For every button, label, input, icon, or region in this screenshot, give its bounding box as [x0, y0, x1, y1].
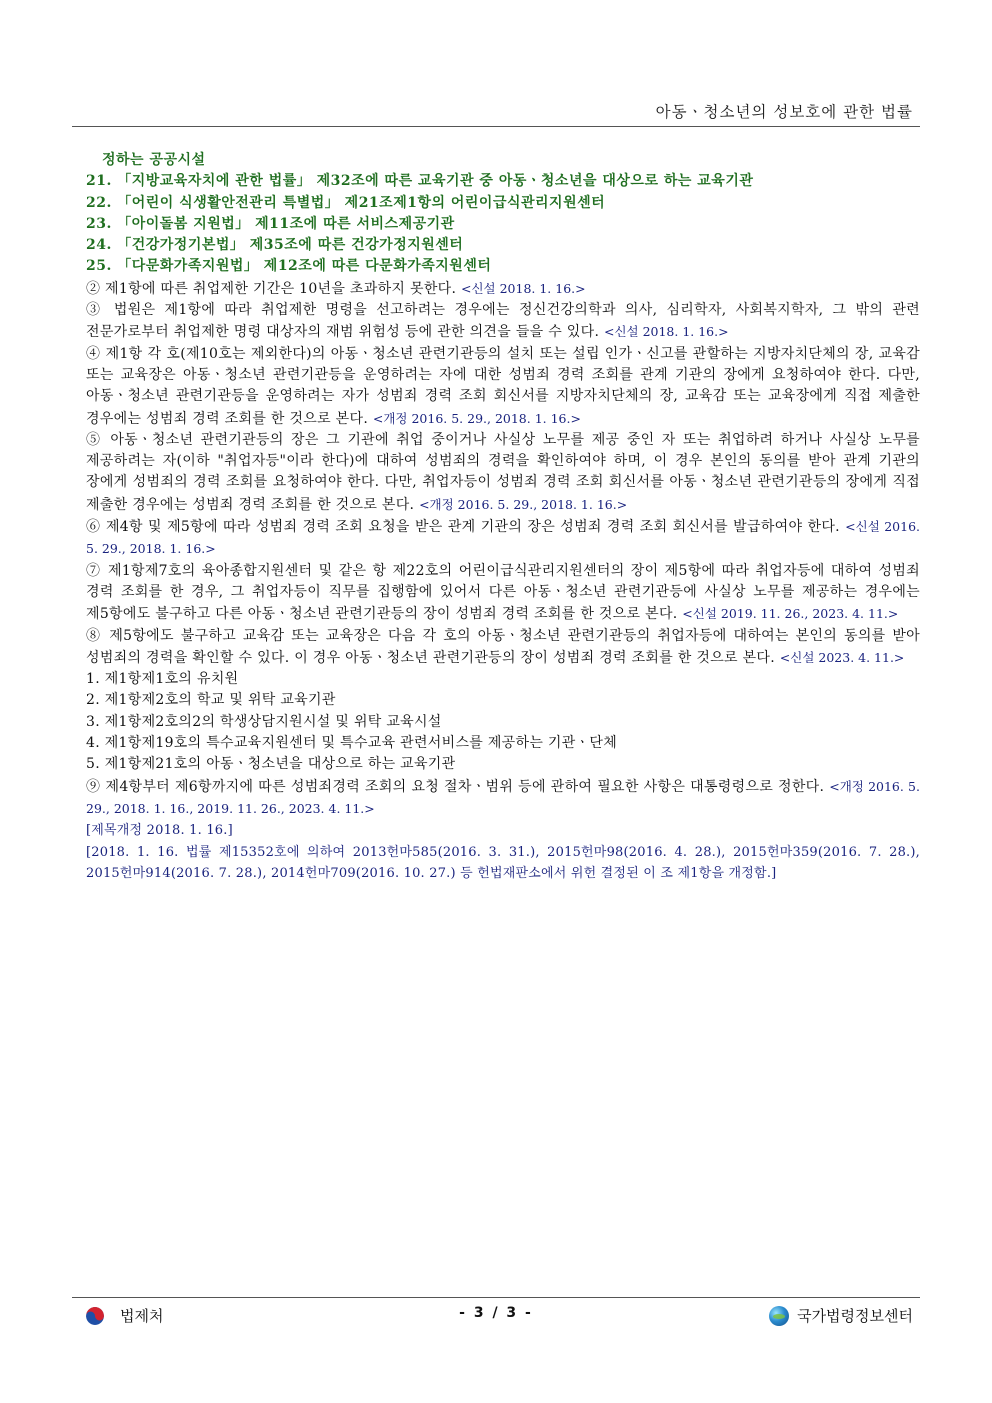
paragraph-9 — [86, 776, 920, 821]
amendment-note: <신설 2018. 1. 16.> — [603, 324, 729, 340]
globe-logo-icon — [769, 1306, 789, 1326]
sub-item-3: 3. 제1항제2호의2의 학생상담지원시설 및 위탁 교육시설 — [86, 713, 442, 730]
sub-item-5: 5. 제1항제21호의 아동ㆍ청소년을 대상으로 하는 교육기관 — [86, 756, 456, 773]
paragraph-text: ⑨ 제4항부터 제6항까지에 따른 성범죄경력 조회의 요청 절차ㆍ범위 등에 관하여 필요한 사항은 대통령령으로 정한다. — [86, 778, 825, 795]
page-footer — [0, 1305, 992, 1329]
law-title: 아동ㆍ청소년의 성보호에 관한 법률 — [655, 103, 913, 121]
paragraph-text: ② 제1항에 따른 취업제한 기간은 10년을 초과하지 못한다. — [86, 280, 457, 297]
document-body — [86, 150, 920, 884]
footer-divider — [72, 1297, 920, 1298]
paragraph-2 — [86, 278, 920, 300]
center-label: 국가법령정보센터 — [797, 1307, 913, 1325]
amendment-note: <신설 2018. 1. 16.> — [461, 280, 586, 296]
paragraph-text: ③ 법원은 제1항에 따라 취업제한 명령을 선고하려는 경우에는 정신건강의학과 의사, 심리학자, 사회복지학자, 그 밖의 관련 전문가로부터 취업제한 명령 대상자의 재범 위험성 등에 관한 의견을 들을 수 있다. — [86, 302, 920, 341]
paragraph-text: ⑥ 제4항 및 제5항에 따라 성범죄 경력 조회 요청을 받은 관계 기관의 장은 성범죄 경력 조회 회신서를 발급하여야 한다. — [86, 519, 840, 536]
constitutional-court-note: [2018. 1. 16. 법률 제15352호에 의하여 2013헌마585(2016. 3. 31.), 2015헌마98(2016. 4. 28.), 2015헌마359(2016. 7. 28.), 2015헌마914(2016. 7. 28.), 2014헌마709(2016. 10. 27.) 등 헌법재판소에서 위헌 결정된 이 조 제1항을 개정함.] — [86, 844, 920, 881]
list-item-24: 24. 「건강가정기본법」 제35조에 따른 건강가정지원센터 — [86, 237, 464, 254]
paragraph-7 — [86, 561, 920, 626]
paragraph-4 — [86, 344, 920, 430]
sub-item-1: 1. 제1항제1호의 유치원 — [86, 671, 239, 688]
list-item-25: 25. 「다문화가족지원법」 제12조에 따른 다문화가족지원센터 — [86, 258, 492, 275]
paragraph-8 — [86, 626, 920, 670]
footer-right — [769, 1305, 913, 1326]
header-divider — [72, 126, 920, 127]
paragraph-3 — [86, 300, 920, 344]
amendment-note: <신설 2016. 5. 29., 2018. 1. 16.> — [86, 519, 920, 557]
ministry-label: 법제처 — [120, 1307, 164, 1325]
amendment-note: <신설 2023. 4. 11.> — [779, 649, 905, 665]
sub-item-4: 4. 제1항제19호의 특수교육지원센터 및 특수교육 관련서비스를 제공하는 기관ㆍ단체 — [86, 735, 618, 752]
page-number: - 3 / 3 - — [459, 1305, 533, 1321]
paragraph-text: ⑦ 제1항제7호의 육아종합지원센터 및 같은 항 제22호의 어린이급식관리지원센터의 장이 제5항에 따라 취업자등에 대하여 성범죄 경력 조회를 한 경우, 그 취업자등이 직무를 집행함에 있어서 다른 아동ㆍ청소년 관련기관등에 사실상 노무를 제공하는 경우에는 제5항에도 불구하고 다른 아동ㆍ청소년 관련기관등의 장이 성범죄 경력 조회를 한 것으로 본다. — [86, 562, 920, 623]
paragraph-text: ④ 제1항 각 호(제10호는 제외한다)의 아동ㆍ청소년 관련기관등의 설치 또는 설립 인가ㆍ신고를 관할하는 지방자치단체의 장, 교육감 또는 교육장은 아동ㆍ청소년 관련기관등을 운영하려는 자에 대한 성범죄 경력 조회를 관계 기관의 장에게 요청하여야 한다. 다만, 아동ㆍ청소년 관련기관등을 운영하려는 자가 성범죄 경력 조회 회신서를 지방자치단체의 장, 교육감 또는 교육장에게 직접 제출한 경우에는 성범죄 경력 조회를 한 것으로 본다. — [86, 345, 920, 427]
paragraph-6 — [86, 516, 920, 561]
paragraph-text: ⑧ 제5항에도 불구하고 교육감 또는 교육장은 다음 각 호의 아동ㆍ청소년 관련기관등의 취업자등에 대하여는 본인의 동의를 받아 성범죄의 경력을 확인할 수 있다. 이 경우 아동ㆍ청소년 관련기관등의 장이 성범죄 경력 조회를 한 것으로 본다. — [86, 627, 920, 666]
sub-item-2: 2. 제1항제2호의 학교 및 위탁 교육기관 — [86, 692, 336, 709]
list-item-continuation: 정하는 공공시설 — [102, 152, 206, 168]
list-item-21: 21. 「지방교육자치에 관한 법률」 제32조에 따른 교육기관 중 아동ㆍ청소년을 대상으로 하는 교육기관 — [86, 173, 754, 190]
amendment-note: <신설 2019. 11. 26., 2023. 4. 11.> — [682, 606, 899, 622]
amendment-note: <개정 2016. 5. 29., 2018. 1. 16.> — [372, 410, 581, 426]
paragraph-text: ⑤ 아동ㆍ청소년 관련기관등의 장은 그 기관에 취업 중이거나 사실상 노무를 제공 중인 자 또는 취업하려 하거나 사실상 노무를 제공하려는 자(이하 "취업자등"이라 한다)에 대하여 성범죄의 경력을 확인하여야 하며, 이 경우 본인의 동의를 받아 관계 기관의 장에게 성범죄의 경력 조회를 요청하여야 한다. 다만, 취업자등이 성범죄 경력 조회 회신서를 아동ㆍ청소년 관련기관등의 장에게 직접 제출한 경우에는 성범죄 경력 조회를 한 것으로 본다. — [86, 431, 920, 513]
title-revision-note: [제목개정 2018. 1. 16.] — [86, 823, 233, 839]
list-item-23: 23. 「아이돌봄 지원법」 제11조에 따른 서비스제공기관 — [86, 215, 455, 232]
list-item-22: 22. 「어린이 식생활안전관리 특별법」 제21조제1항의 어린이급식관리지원센터 — [86, 194, 606, 211]
amendment-note: <개정 2016. 5. 29., 2018. 1. 16.> — [419, 496, 628, 512]
paragraph-5 — [86, 430, 920, 516]
amendment-note: <개정 2016. 5. 29., 2018. 1. 16., 2019. 11. 26., 2023. 4. 11.> — [86, 778, 920, 816]
